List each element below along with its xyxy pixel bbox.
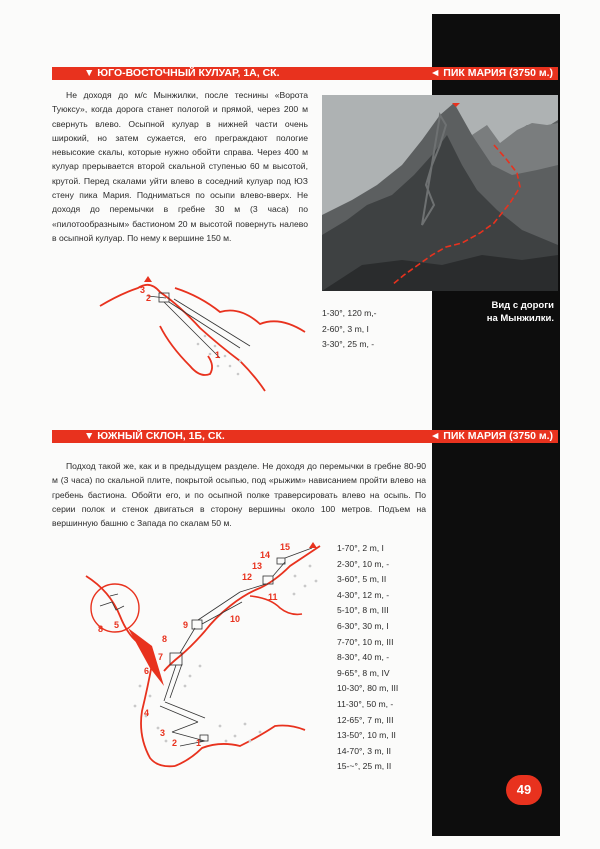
- s1-label-1: 1: [215, 350, 221, 360]
- s2-label-3: 3: [160, 728, 166, 738]
- legend2-item: 14-70°, 3 m, II: [337, 745, 392, 756]
- section1-header-bar: [52, 67, 558, 80]
- photo-caption-line2: на Мынжилки.: [486, 313, 554, 324]
- page-number: 49: [506, 775, 542, 805]
- photo-caption: [440, 299, 554, 325]
- s2-label-8-inset: 8: [98, 624, 104, 634]
- legend2-item: 1-70°, 2 m, I: [337, 543, 384, 553]
- mountain-photo: [322, 95, 558, 291]
- s2-label-8: 8: [162, 634, 168, 644]
- s2-label-5: 5: [114, 620, 120, 630]
- section2-header-bar: [52, 430, 558, 443]
- legend2-item: 8-30°, 40 m, -: [337, 652, 390, 663]
- section1-route-diagram: [90, 266, 315, 396]
- s1-label-2: 2: [146, 293, 152, 303]
- photo-caption-line1: Вид с дороги: [491, 300, 554, 311]
- legend2-item: 11-30°, 50 m, -: [337, 698, 394, 709]
- s2-label-11: 11: [268, 592, 278, 602]
- s2-label-2: 2: [172, 738, 178, 748]
- section2-route-diagram: [80, 536, 330, 771]
- legend2-item: 10-30°, 80 m, III: [337, 683, 399, 694]
- section2-peak-label: ◄ ПИК МАРИЯ (3750 м.): [430, 430, 554, 442]
- legend2-item: 15-~°, 25 m, II: [337, 761, 392, 772]
- s2-label-14: 14: [260, 550, 271, 560]
- legend1-item: 2-60°, 3 m, I: [322, 323, 369, 334]
- legend2-item: 9-65°, 8 m, IV: [337, 667, 390, 678]
- legend1-item: 3-30°, 25 m, -: [322, 339, 375, 350]
- legend2-item: 3-60°, 5 m, II: [337, 574, 387, 585]
- legend2-item: 5-10°, 8 m, III: [337, 605, 389, 616]
- mountain-photo-drawing: [322, 95, 558, 291]
- legend2-item: 4-30°, 12 m, -: [337, 589, 390, 600]
- s1-label-3: 3: [140, 285, 146, 295]
- s2-label-15: 15: [280, 542, 291, 552]
- s2-label-13: 13: [252, 561, 263, 571]
- s2-label-9: 9: [183, 620, 189, 630]
- legend2-item: 13-50°, 10 m, II: [337, 730, 396, 741]
- section1-description: Не доходя до м/с Мынжилки, после теснины «Ворота Туюксу», когда дорога станет пологой и прямой, через 200 м свернуть влево. Осыпной кулуар в нижней части очень широкий, но затем сужается, его преграждают пологие невысокие скалы, которые нужно обойти справа. Через 400 м кулуар прерывается второй скальной ступенью 60 м высотой, крутой. Перед скалами уйти влево в соседний кулуар под ЮЗ стену пика Мария. Подниматься по осыпи влево-вверх. Не доходя до перемычки в гребне 30 м (3 часа) по «пилотообразным» бастионом 20 м высотой повернуть налево в осыпной кулуар. По нему к вершине 150 м.: [52, 90, 308, 243]
- s2-label-12: 12: [242, 572, 253, 582]
- section2-legend: [337, 541, 398, 775]
- legend2-item: 6-30°, 30 m, I: [337, 620, 389, 631]
- section1-peak-label: ◄ ПИК МАРИЯ (3750 м.): [430, 67, 554, 79]
- legend2-item: 7-70°, 10 m, III: [337, 636, 394, 647]
- section2-title: ▼ ЮЖНЫЙ СКЛОН, 1Б, СК.: [84, 430, 225, 442]
- s2-label-1: 1: [196, 738, 202, 748]
- legend2-item: 2-30°, 10 m, -: [337, 558, 390, 569]
- s2-label-6: 6: [144, 666, 150, 676]
- s2-label-7: 7: [158, 652, 164, 662]
- s2-label-4: 4: [144, 708, 150, 718]
- legend2-item: 12-65°, 7 m, III: [337, 714, 394, 725]
- section1-legend: [322, 306, 377, 353]
- legend1-item: 1-30°, 120 m,-: [322, 308, 377, 318]
- section1-title: ▼ ЮГО-ВОСТОЧНЫЙ КУЛУАР, 1А, СК.: [84, 67, 280, 79]
- section2-description: Подход такой же, как и в предыдущем разделе. Не доходя до перемычки в гребне 80-90 м (3 часа) по скальной плите, покрытой осыпью, под «рыжим» нависанием пройти влево на гребень бастиона. Обойти его, и по осыпной полке траверсировать влево на осыпь. По серии полок и стенок двигаться в сторону вершины около 100 метров. Подъем на вершинную башню с Запада по скалам 50 м.: [52, 461, 426, 529]
- s2-label-10: 10: [230, 614, 241, 624]
